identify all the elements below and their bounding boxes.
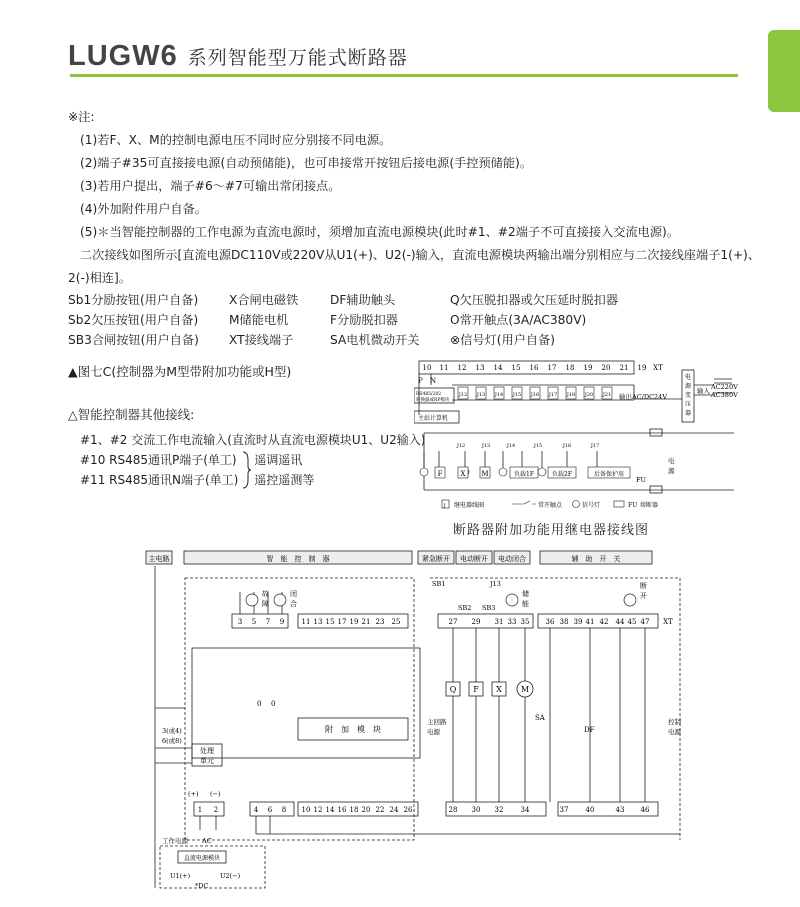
- legend-item: XT接线端子: [229, 333, 294, 347]
- svg-text:34: 34: [520, 806, 530, 814]
- svg-text:40: 40: [585, 806, 595, 814]
- svg-text:42: 42: [599, 618, 609, 626]
- brace-icon: [240, 450, 252, 490]
- legend-column: [450, 290, 618, 350]
- svg-text:AC380V: AC380V: [711, 391, 738, 399]
- svg-text:源: 源: [668, 467, 675, 475]
- svg-text:FU: FU: [628, 502, 638, 509]
- svg-text:紧急断开: 紧急断开: [422, 555, 450, 563]
- svg-text:SB3: SB3: [482, 604, 496, 612]
- svg-text:8: 8: [281, 806, 287, 814]
- svg-text:(−): (−): [210, 790, 221, 798]
- svg-text:J15: J15: [533, 443, 543, 449]
- svg-text:J20: J20: [584, 392, 594, 398]
- legend-item: Sb1分励按钮(用户自备): [68, 293, 199, 307]
- svg-text:J16: J16: [562, 443, 572, 449]
- wiring-item: #1、#2 交流工作电流输入(直流时从直流电源模块U1、U2输入): [80, 433, 426, 447]
- svg-text:11: 11: [439, 364, 449, 372]
- legend-item: M储能电机: [229, 313, 289, 327]
- svg-text:3: 3: [237, 618, 243, 626]
- svg-text:电源: 电源: [668, 728, 681, 736]
- svg-text:电动闭合: 电动闭合: [498, 555, 526, 563]
- svg-text:24: 24: [389, 806, 399, 814]
- note-line: 二次接线如图所示[直流电源DC110V或220V从U1(+)、U2(-)输入，直流电源模块两输出端分别相应与二次接线座端子1(+)、: [80, 248, 760, 262]
- brace-text: 遥调遥讯: [254, 453, 303, 467]
- svg-text:25: 25: [391, 618, 401, 626]
- svg-text:36: 36: [545, 618, 555, 626]
- bottom-terminal-numbers: [198, 806, 650, 814]
- brace-text: 遥控遥测等: [254, 473, 315, 487]
- svg-text:15: 15: [511, 364, 521, 372]
- wiring-item: #11 RS485通讯N端子(单工): [80, 473, 239, 487]
- legend-item: Q欠压脱扣器或欠压延时脱扣器: [450, 293, 619, 307]
- svg-text:18: 18: [349, 806, 359, 814]
- other-wiring-list: [80, 430, 425, 490]
- svg-text:5: 5: [251, 618, 257, 626]
- svg-text:F: F: [437, 470, 443, 478]
- note-line: 2(-)相连]。: [68, 271, 131, 285]
- svg-text:38: 38: [559, 618, 569, 626]
- svg-text:22: 22: [375, 806, 385, 814]
- svg-text:J14: J14: [506, 443, 516, 449]
- terminal-numbers: [423, 364, 664, 372]
- note-line: (3)若用户提出，端子#6～#7可输出常闭接点。: [80, 179, 341, 193]
- svg-text:12: 12: [457, 364, 467, 372]
- svg-text:U2(−): U2(−): [220, 872, 241, 880]
- svg-text:J13: J13: [481, 443, 491, 449]
- legend-item: X合闸电磁铁: [229, 293, 299, 307]
- svg-text:21: 21: [361, 618, 371, 626]
- svg-text:Q: Q: [449, 685, 457, 694]
- svg-text:30: 30: [471, 806, 481, 814]
- svg-text:19: 19: [637, 364, 647, 372]
- svg-text:单元: 单元: [200, 757, 214, 765]
- svg-text:17: 17: [337, 618, 347, 626]
- svg-text:AC220V: AC220V: [711, 383, 738, 391]
- svg-text:J17: J17: [548, 392, 558, 398]
- svg-text:工作电源: 工作电源: [162, 837, 188, 845]
- svg-text:SA: SA: [535, 714, 545, 722]
- legend-item: Sb2欠压按钮(用户自备): [68, 313, 199, 327]
- svg-text:M: M: [481, 470, 489, 478]
- legend-item: SB3合闸按钮(用户自备): [68, 333, 199, 347]
- svg-text:0: 0: [257, 700, 262, 708]
- svg-text:辅 助 开 关: 辅 助 开 关: [571, 555, 621, 563]
- svg-text:J18: J18: [566, 392, 576, 398]
- svg-text:6(或8): 6(或8): [162, 737, 182, 745]
- diagram-key: [442, 500, 658, 509]
- svg-text:P: P: [418, 377, 423, 385]
- title-divider: [70, 74, 738, 77]
- svg-text:20: 20: [601, 364, 611, 372]
- svg-text:28: 28: [448, 806, 458, 814]
- svg-text:14: 14: [325, 806, 335, 814]
- relay-diagram-caption: 断路器附加功能用继电器接线图: [453, 523, 650, 538]
- svg-text:J12: J12: [458, 392, 468, 398]
- legend-column: [68, 290, 199, 350]
- relay-coils: [458, 387, 612, 399]
- legend-column: [229, 290, 298, 350]
- svg-text:J: J: [443, 503, 446, 509]
- section-tab: [768, 30, 800, 112]
- svg-text:4: 4: [253, 806, 259, 814]
- note-line: (5)＊当智能控制器的工作电源为直流电源时，须增加直流电源模块(此时#1、#2端子不可直接接入交流电源)。: [80, 225, 679, 239]
- svg-text:熔断器: 熔断器: [640, 502, 659, 509]
- svg-text:信号灯: 信号灯: [582, 502, 601, 509]
- svg-text:45: 45: [627, 618, 637, 626]
- svg-text:J21: J21: [602, 392, 612, 398]
- legend-column: [330, 290, 419, 350]
- svg-text:负载1F: 负载1F: [514, 471, 534, 478]
- svg-text:转换器或RP模块: 转换器或RP模块: [416, 398, 450, 403]
- svg-text:16: 16: [337, 806, 347, 814]
- notes-block: [68, 106, 758, 290]
- lamp-icon: [246, 594, 636, 606]
- svg-text:19: 19: [349, 618, 359, 626]
- svg-text:输出AC/DC24V: 输出AC/DC24V: [619, 393, 668, 401]
- svg-text:11: 11: [301, 618, 311, 626]
- page-title: [68, 33, 408, 73]
- svg-text:主回路: 主回路: [427, 718, 447, 726]
- svg-text:电: 电: [684, 374, 692, 381]
- legend-item: DF辅助触头: [330, 293, 396, 307]
- svg-text:器: 器: [684, 410, 692, 417]
- svg-text:7: 7: [265, 618, 271, 626]
- svg-text:SB1: SB1: [432, 580, 446, 588]
- svg-text:常开触点: 常开触点: [538, 502, 563, 509]
- svg-text:18: 18: [565, 364, 575, 372]
- svg-text:障: 障: [262, 600, 269, 608]
- svg-text:26: 26: [403, 806, 413, 814]
- contact-row: [456, 443, 599, 449]
- svg-text:压: 压: [684, 401, 692, 408]
- svg-text:33: 33: [507, 618, 517, 626]
- svg-text:主电路: 主电路: [148, 555, 170, 563]
- brand-name: LUGW6: [68, 40, 178, 72]
- svg-text:电源: 电源: [427, 728, 440, 736]
- svg-text:开: 开: [640, 592, 647, 600]
- svg-text:N: N: [430, 377, 437, 385]
- svg-text:U1(+): U1(+): [170, 872, 191, 880]
- svg-text:32: 32: [494, 806, 504, 814]
- svg-text:X: X: [496, 685, 502, 694]
- svg-text:能: 能: [522, 600, 529, 608]
- svg-text:J12: J12: [456, 443, 466, 449]
- svg-text:12: 12: [313, 806, 323, 814]
- legend-item: SA电机微动开关: [330, 333, 420, 347]
- secondary-wiring-diagram: [140, 548, 700, 903]
- svg-text:DF: DF: [584, 726, 595, 734]
- svg-text:继电器线圈: 继电器线圈: [454, 502, 485, 509]
- svg-text:源: 源: [684, 383, 692, 390]
- svg-text:14: 14: [493, 364, 503, 372]
- svg-text:(+): (+): [188, 790, 199, 798]
- svg-text:电动断开: 电动断开: [460, 555, 488, 563]
- svg-text:FU: FU: [636, 476, 646, 484]
- svg-text:J13: J13: [490, 580, 501, 588]
- svg-text:9: 9: [279, 618, 285, 626]
- svg-text:输入: 输入: [697, 387, 710, 395]
- svg-text:J15: J15: [512, 392, 522, 398]
- svg-text:10: 10: [422, 364, 432, 372]
- svg-text:电: 电: [668, 457, 675, 465]
- svg-text:19: 19: [583, 364, 593, 372]
- svg-text:J13: J13: [476, 392, 486, 398]
- svg-text:X: X: [460, 470, 466, 478]
- svg-text:主站计算机: 主站计算机: [418, 415, 449, 422]
- svg-text:27: 27: [448, 618, 458, 626]
- legend-item: F分励脱扣器: [330, 313, 398, 327]
- svg-text:直流电源模块: 直流电源模块: [183, 855, 221, 862]
- svg-text:M: M: [520, 685, 530, 694]
- svg-text:1: 1: [197, 806, 203, 814]
- svg-text:合: 合: [290, 600, 297, 608]
- svg-text:6: 6: [267, 806, 273, 814]
- figure-title: ▲图七C(控制器为M型带附加功能或H型): [68, 364, 292, 379]
- svg-text:29: 29: [471, 618, 481, 626]
- wiring-item: #10 RS485通讯P端子(单工): [80, 453, 237, 467]
- note-line: (2)端子#35可直接接电源(自动预储能)，也可串接常开按钮后接电源(手控预储能)。: [80, 156, 533, 170]
- svg-text:闭: 闭: [290, 590, 297, 598]
- svg-text:断: 断: [640, 582, 647, 590]
- svg-text:21: 21: [619, 364, 629, 372]
- svg-text:J14: J14: [494, 392, 504, 398]
- svg-text:37: 37: [559, 806, 569, 814]
- svg-text:AC: AC: [202, 837, 212, 845]
- svg-text:储: 储: [522, 590, 529, 598]
- svg-text:故: 故: [262, 590, 269, 598]
- svg-text:控制: 控制: [668, 718, 681, 726]
- product-series-title: 系列智能型万能式断路器: [187, 47, 408, 69]
- relay-wiring-diagram: [414, 355, 744, 515]
- svg-text:*DC: *DC: [195, 882, 209, 890]
- svg-text:后备保护用: 后备保护用: [593, 471, 625, 478]
- svg-text:XT: XT: [663, 618, 673, 626]
- coil-boxes: [446, 681, 533, 697]
- svg-text:J17: J17: [590, 443, 600, 449]
- svg-text:15: 15: [325, 618, 335, 626]
- svg-text:13: 13: [313, 618, 323, 626]
- svg-text:变: 变: [684, 392, 692, 399]
- svg-text:41: 41: [585, 618, 595, 626]
- relay-loads: [435, 467, 630, 478]
- svg-text:17: 17: [547, 364, 557, 372]
- svg-text:16: 16: [529, 364, 539, 372]
- svg-text:46: 46: [640, 806, 650, 814]
- legend-item: O常开触点(3A/AC380V): [450, 313, 587, 327]
- note-line: (1)若F、X、M的控制电源电压不同时应分别接不同电源。: [80, 133, 392, 147]
- svg-text:智 能 控 制 器: 智 能 控 制 器: [266, 555, 330, 563]
- svg-text:43: 43: [615, 806, 625, 814]
- svg-text:XT: XT: [653, 364, 663, 372]
- svg-text:31: 31: [494, 618, 504, 626]
- svg-text:39: 39: [573, 618, 583, 626]
- other-wiring-heading: △智能控制器其他接线:: [68, 407, 195, 422]
- svg-text:处理: 处理: [200, 747, 214, 755]
- svg-text:44: 44: [615, 618, 625, 626]
- svg-text:RS485/202: RS485/202: [416, 392, 442, 397]
- top-terminal-numbers: [238, 618, 673, 626]
- svg-text:47: 47: [640, 618, 650, 626]
- svg-text:20: 20: [361, 806, 371, 814]
- legend-item: ⊗信号灯(用户自备): [450, 333, 556, 347]
- note-line: (4)外加附件用户自备。: [80, 202, 207, 216]
- svg-text:13: 13: [475, 364, 485, 372]
- svg-text:附 加 模 块: 附 加 模 块: [325, 725, 381, 734]
- svg-text:J16: J16: [530, 392, 540, 398]
- svg-text:23: 23: [375, 618, 385, 626]
- svg-text:F: F: [473, 685, 479, 694]
- notes-heading: ※注:: [68, 110, 95, 124]
- svg-text:2: 2: [213, 806, 219, 814]
- svg-text:负载2F: 负载2F: [552, 471, 572, 478]
- svg-text:3(或4): 3(或4): [162, 727, 182, 735]
- svg-text:0: 0: [271, 700, 276, 708]
- svg-text:SB2: SB2: [458, 604, 472, 612]
- svg-text:35: 35: [520, 618, 530, 626]
- svg-text:10: 10: [301, 806, 311, 814]
